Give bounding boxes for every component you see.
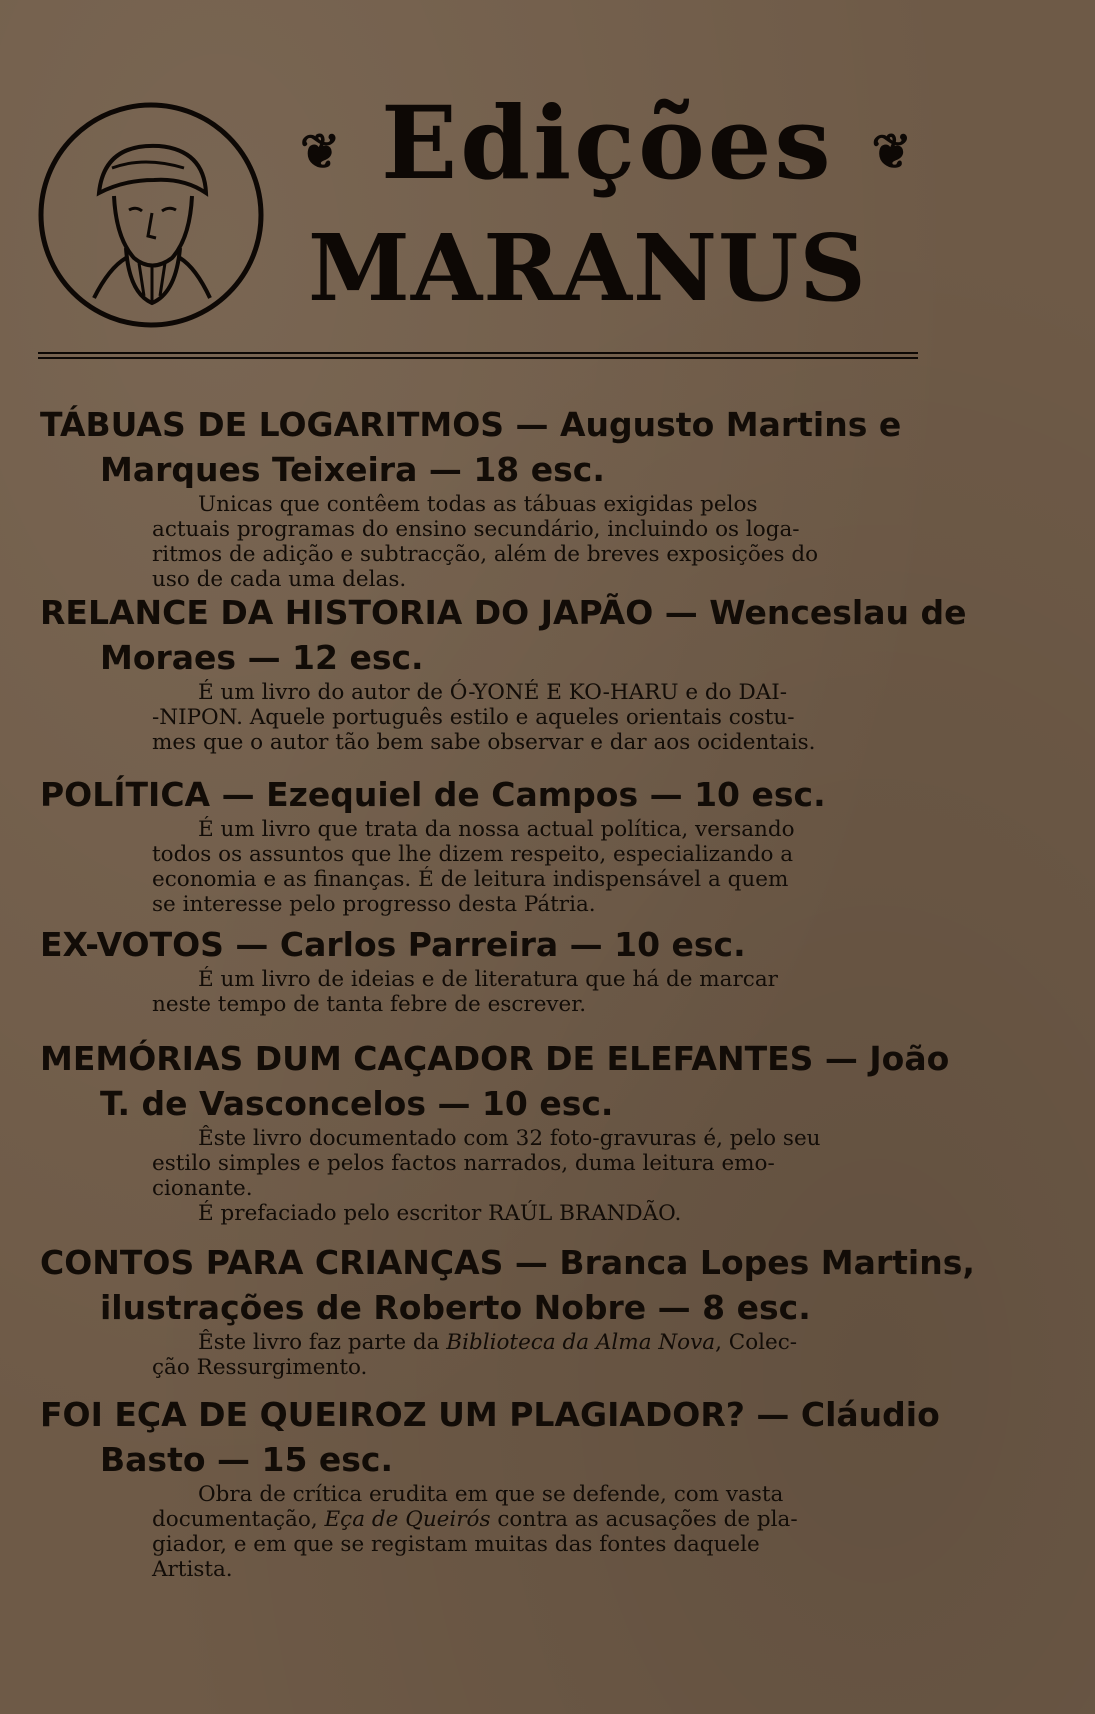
author-name-italic: Eça de Queirós — [324, 1507, 491, 1532]
book-title-line1: POLÍTICA — Ezequiel de Campos — 10 esc. — [40, 775, 826, 814]
book-title-line1: MEMÓRIAS DUM CAÇADOR DE ELEFANTES — João — [40, 1039, 950, 1078]
book-description-line: É um livro que trata da nossa actual política, versando — [198, 817, 795, 842]
book-description-line: documentação, Eça de Queirós contra as acusações de pla- — [152, 1507, 798, 1532]
book-description-line: todos os assuntos que lhe dizem respeito, especializando a — [152, 842, 794, 867]
book-title-line2: Moraes — 12 esc. — [100, 638, 424, 677]
title-divider-rule — [38, 352, 918, 364]
book-description-line: estilo simples e pelos factos narrados, duma leitura emo- — [152, 1151, 775, 1176]
book-description-line: É prefaciado pelo escritor RAÚL BRANDÃO. — [198, 1201, 682, 1226]
book-title-line2: T. de Vasconcelos — 10 esc. — [100, 1084, 614, 1123]
book-description-line: Obra de crítica erudita em que se defende, com vasta — [198, 1482, 784, 1507]
ornament-right-icon: ❦ — [871, 124, 915, 181]
book-description-line: ritmos de adição e subtracção, além de breves exposições do — [152, 542, 819, 567]
book-entry — [0, 1392, 1095, 1582]
book-entry — [0, 772, 1095, 917]
book-title-line1: RELANCE DA HISTORIA DO JAPÃO — Wenceslau de — [40, 593, 967, 632]
book-description-line: Artista. — [152, 1557, 233, 1582]
book-entry — [0, 590, 1095, 755]
book-description-line: se interesse pelo progresso desta Pátria. — [152, 892, 596, 917]
book-description-line: uso de cada uma delas. — [152, 567, 407, 592]
book-title-line1: FOI EÇA DE QUEIROZ UM PLAGIADOR? — Cláudio — [40, 1395, 940, 1434]
book-title-line1: CONTOS PARA CRIANÇAS — Branca Lopes Martins, — [40, 1243, 975, 1282]
book-entry — [0, 402, 1095, 592]
book-title-line2: Basto — 15 esc. — [100, 1440, 394, 1479]
series-title-italic: Biblioteca da Alma Nova — [446, 1330, 716, 1355]
publisher-title-line2: MARANUS — [308, 214, 867, 322]
book-description-line: -NIPON. Aquele português estilo e aqueles orientais costu- — [152, 705, 795, 730]
book-title-line1: TÁBUAS DE LOGARITMOS — Augusto Martins e — [40, 405, 902, 444]
book-description-line: Êste livro documentado com 32 foto-gravuras é, pelo seu — [198, 1126, 821, 1151]
book-description-line: Unicas que contêem todas as tábuas exigidas pelos — [198, 492, 758, 517]
publisher-title-edicoes: Edições — [381, 84, 834, 202]
book-title-line2: ilustrações de Roberto Nobre — 8 esc. — [100, 1288, 811, 1327]
book-description-line: neste tempo de tanta febre de escrever. — [152, 992, 587, 1017]
publisher-title-line1 — [300, 84, 950, 207]
book-description-line: Êste livro faz parte da Biblioteca da Alma Nova, Colec- — [198, 1330, 798, 1355]
book-description-line: ção Ressurgimento. — [152, 1355, 368, 1380]
book-title-line1: EX-VOTOS — Carlos Parreira — 10 esc. — [40, 925, 746, 964]
book-description-line: É um livro do autor de Ó-YONÉ E KO-HARU e do DAI- — [198, 680, 787, 705]
book-entry — [0, 1240, 1095, 1380]
ornament-left-icon: ❦ — [300, 124, 344, 181]
book-title-line2: Marques Teixeira — 18 esc. — [100, 450, 605, 489]
book-description-line: economia e as finanças. É de leitura indispensável a quem — [152, 867, 789, 892]
book-entry — [0, 922, 1095, 1017]
book-description-line: actuais programas do ensino secundário, incluindo os loga- — [152, 517, 800, 542]
book-description-line: giador, e em que se registam muitas das fontes daquele — [152, 1532, 760, 1557]
book-description-line: É um livro de ideias e de literatura que há de marcar — [198, 967, 778, 992]
book-description-line: cionante. — [152, 1176, 253, 1201]
maranus-logo-emblem — [34, 98, 269, 333]
book-description-line: mes que o autor tão bem sabe observar e dar aos ocidentais. — [152, 730, 816, 755]
book-entry — [0, 1036, 1095, 1226]
